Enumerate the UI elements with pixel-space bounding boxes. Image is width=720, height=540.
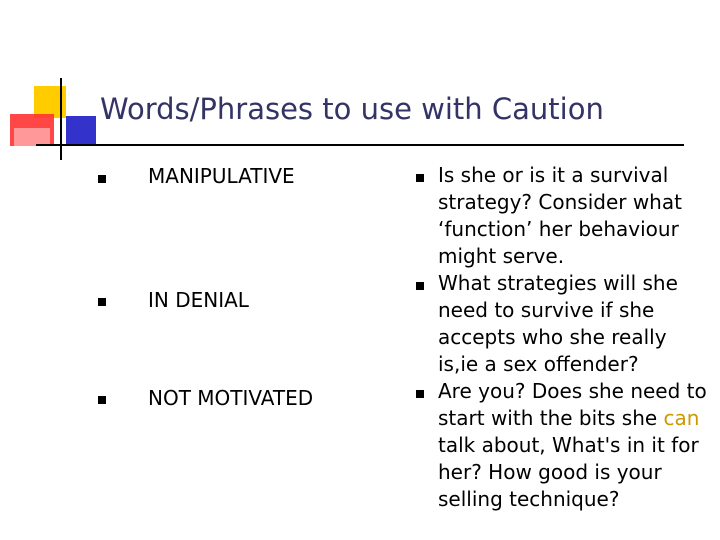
right-item	[410, 162, 710, 270]
bullet-icon	[98, 396, 106, 404]
decor-square-blue	[66, 116, 96, 146]
slide-title: Words/Phrases to use with Caution	[100, 92, 604, 126]
title-underline	[36, 144, 684, 146]
right-item	[410, 270, 710, 378]
left-item-not-motivated: NOT MOTIVATED	[148, 386, 314, 410]
bullet-icon	[98, 175, 106, 183]
bullet-icon	[416, 282, 424, 290]
bullet-icon	[416, 174, 424, 182]
right-item-text-after: talk about, What's in it for her? How good is your selling technique?	[438, 433, 699, 511]
left-item-manipulative: MANIPULATIVE	[148, 164, 295, 188]
left-item-in-denial: IN DENIAL	[148, 288, 249, 312]
right-item-text	[438, 378, 710, 513]
highlighted-word: can	[663, 406, 700, 430]
right-item-text: What strategies will she need to survive if she accepts who she really is,ie a sex offender?	[438, 271, 678, 376]
right-item-text: Is she or is it a survival strategy? Consider what ‘function’ her behaviour might serve.	[438, 163, 682, 268]
right-item	[410, 378, 710, 513]
decor-vertical-line	[60, 78, 62, 160]
bullet-icon	[98, 298, 106, 306]
right-column	[410, 162, 710, 513]
right-item-text-before: Are you? Does she need to start with the bits she	[438, 379, 707, 430]
bullet-icon	[416, 390, 424, 398]
